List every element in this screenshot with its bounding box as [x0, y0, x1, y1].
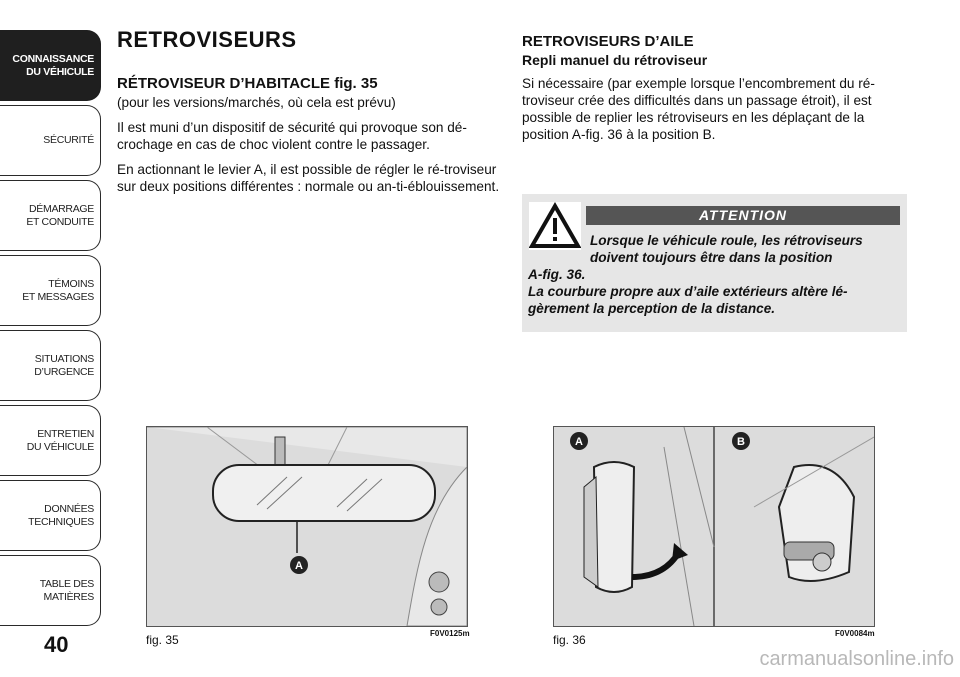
sidebar-tab-2[interactable]: SÉCURITÉ — [0, 105, 101, 176]
figure-36-image — [553, 426, 875, 627]
interior-mirror-paragraph-1: Il est muni d’un dispositif de sécurité qui provoque son dé-crochage en cas de choc violent contre le passager. — [117, 120, 467, 152]
sidebar-tab-1[interactable]: CONNAISSANCE DU VÉHICULE — [0, 30, 101, 101]
interior-mirror-heading: RÉTROVISEUR D’HABITACLE fig. 35 — [117, 75, 378, 92]
figure-36-caption: fig. 36 — [553, 633, 586, 647]
right-column — [522, 33, 907, 151]
figure-36-code: F0V0084m — [835, 629, 875, 638]
warning-label: ATTENTION — [586, 206, 900, 225]
interior-mirror-subheading: (pour les versions/marchés, où cela est prévu) — [117, 95, 396, 110]
sidebar-tab-5[interactable]: SITUATIONS D’URGENCE — [0, 330, 101, 401]
warning-box — [522, 194, 907, 332]
wing-mirrors-subheading: Repli manuel du rétroviseur — [522, 52, 708, 68]
marker-a-35-label: A — [295, 560, 303, 572]
sidebar-tab-8[interactable]: TABLE DES MATIÈRES — [0, 555, 101, 626]
warning-triangle-icon — [529, 202, 581, 250]
wing-mirrors-heading: RETROVISEURS D’AILE — [522, 33, 694, 50]
page-number: 40 — [44, 632, 69, 657]
warning-text-1: Lorsque le véhicule roule, les rétroviseurs doivent toujours être dans la position — [590, 233, 863, 265]
marker-b-36-label: B — [737, 436, 745, 448]
figure-35-image — [146, 426, 468, 627]
figure-35-code: F0V0125m — [430, 629, 470, 638]
sidebar-tab-6[interactable]: ENTRETIEN DU VÉHICULE — [0, 405, 101, 476]
wing-mirrors-paragraph: Si nécessaire (par exemple lorsque l’encombrement du ré-troviseur crée des difficultés dans un passage étroit), il est possible de replier les rétroviseurs en les déplaçant de la position A-fig. 36 à la position B. — [522, 76, 875, 142]
watermark: carmanualsonline.info — [759, 648, 954, 670]
figure-35-caption: fig. 35 — [146, 633, 179, 647]
left-column — [117, 75, 502, 203]
sidebar-tab-7[interactable]: DONNÉES TECHNIQUES — [0, 480, 101, 551]
interior-mirror-paragraph-2: En actionnant le levier A, il est possible de régler le ré-troviseur sur deux positions différentes : normale ou an-ti-éblouissement. — [117, 162, 500, 194]
warning-text-2 — [528, 266, 900, 317]
sidebar-tab-3[interactable]: DÉMARRAGE ET CONDUITE — [0, 180, 101, 251]
marker-a-36-label: A — [575, 436, 583, 448]
page-title: RETROVISEURS — [117, 27, 297, 52]
sidebar-tab-4[interactable]: TÉMOINS ET MESSAGES — [0, 255, 101, 326]
warning-text-2a: A-fig. 36. — [528, 267, 586, 282]
warning-text-3: La courbure propre aux d’aile extérieurs altère lé-gèrement la perception de la distance. — [528, 284, 848, 316]
